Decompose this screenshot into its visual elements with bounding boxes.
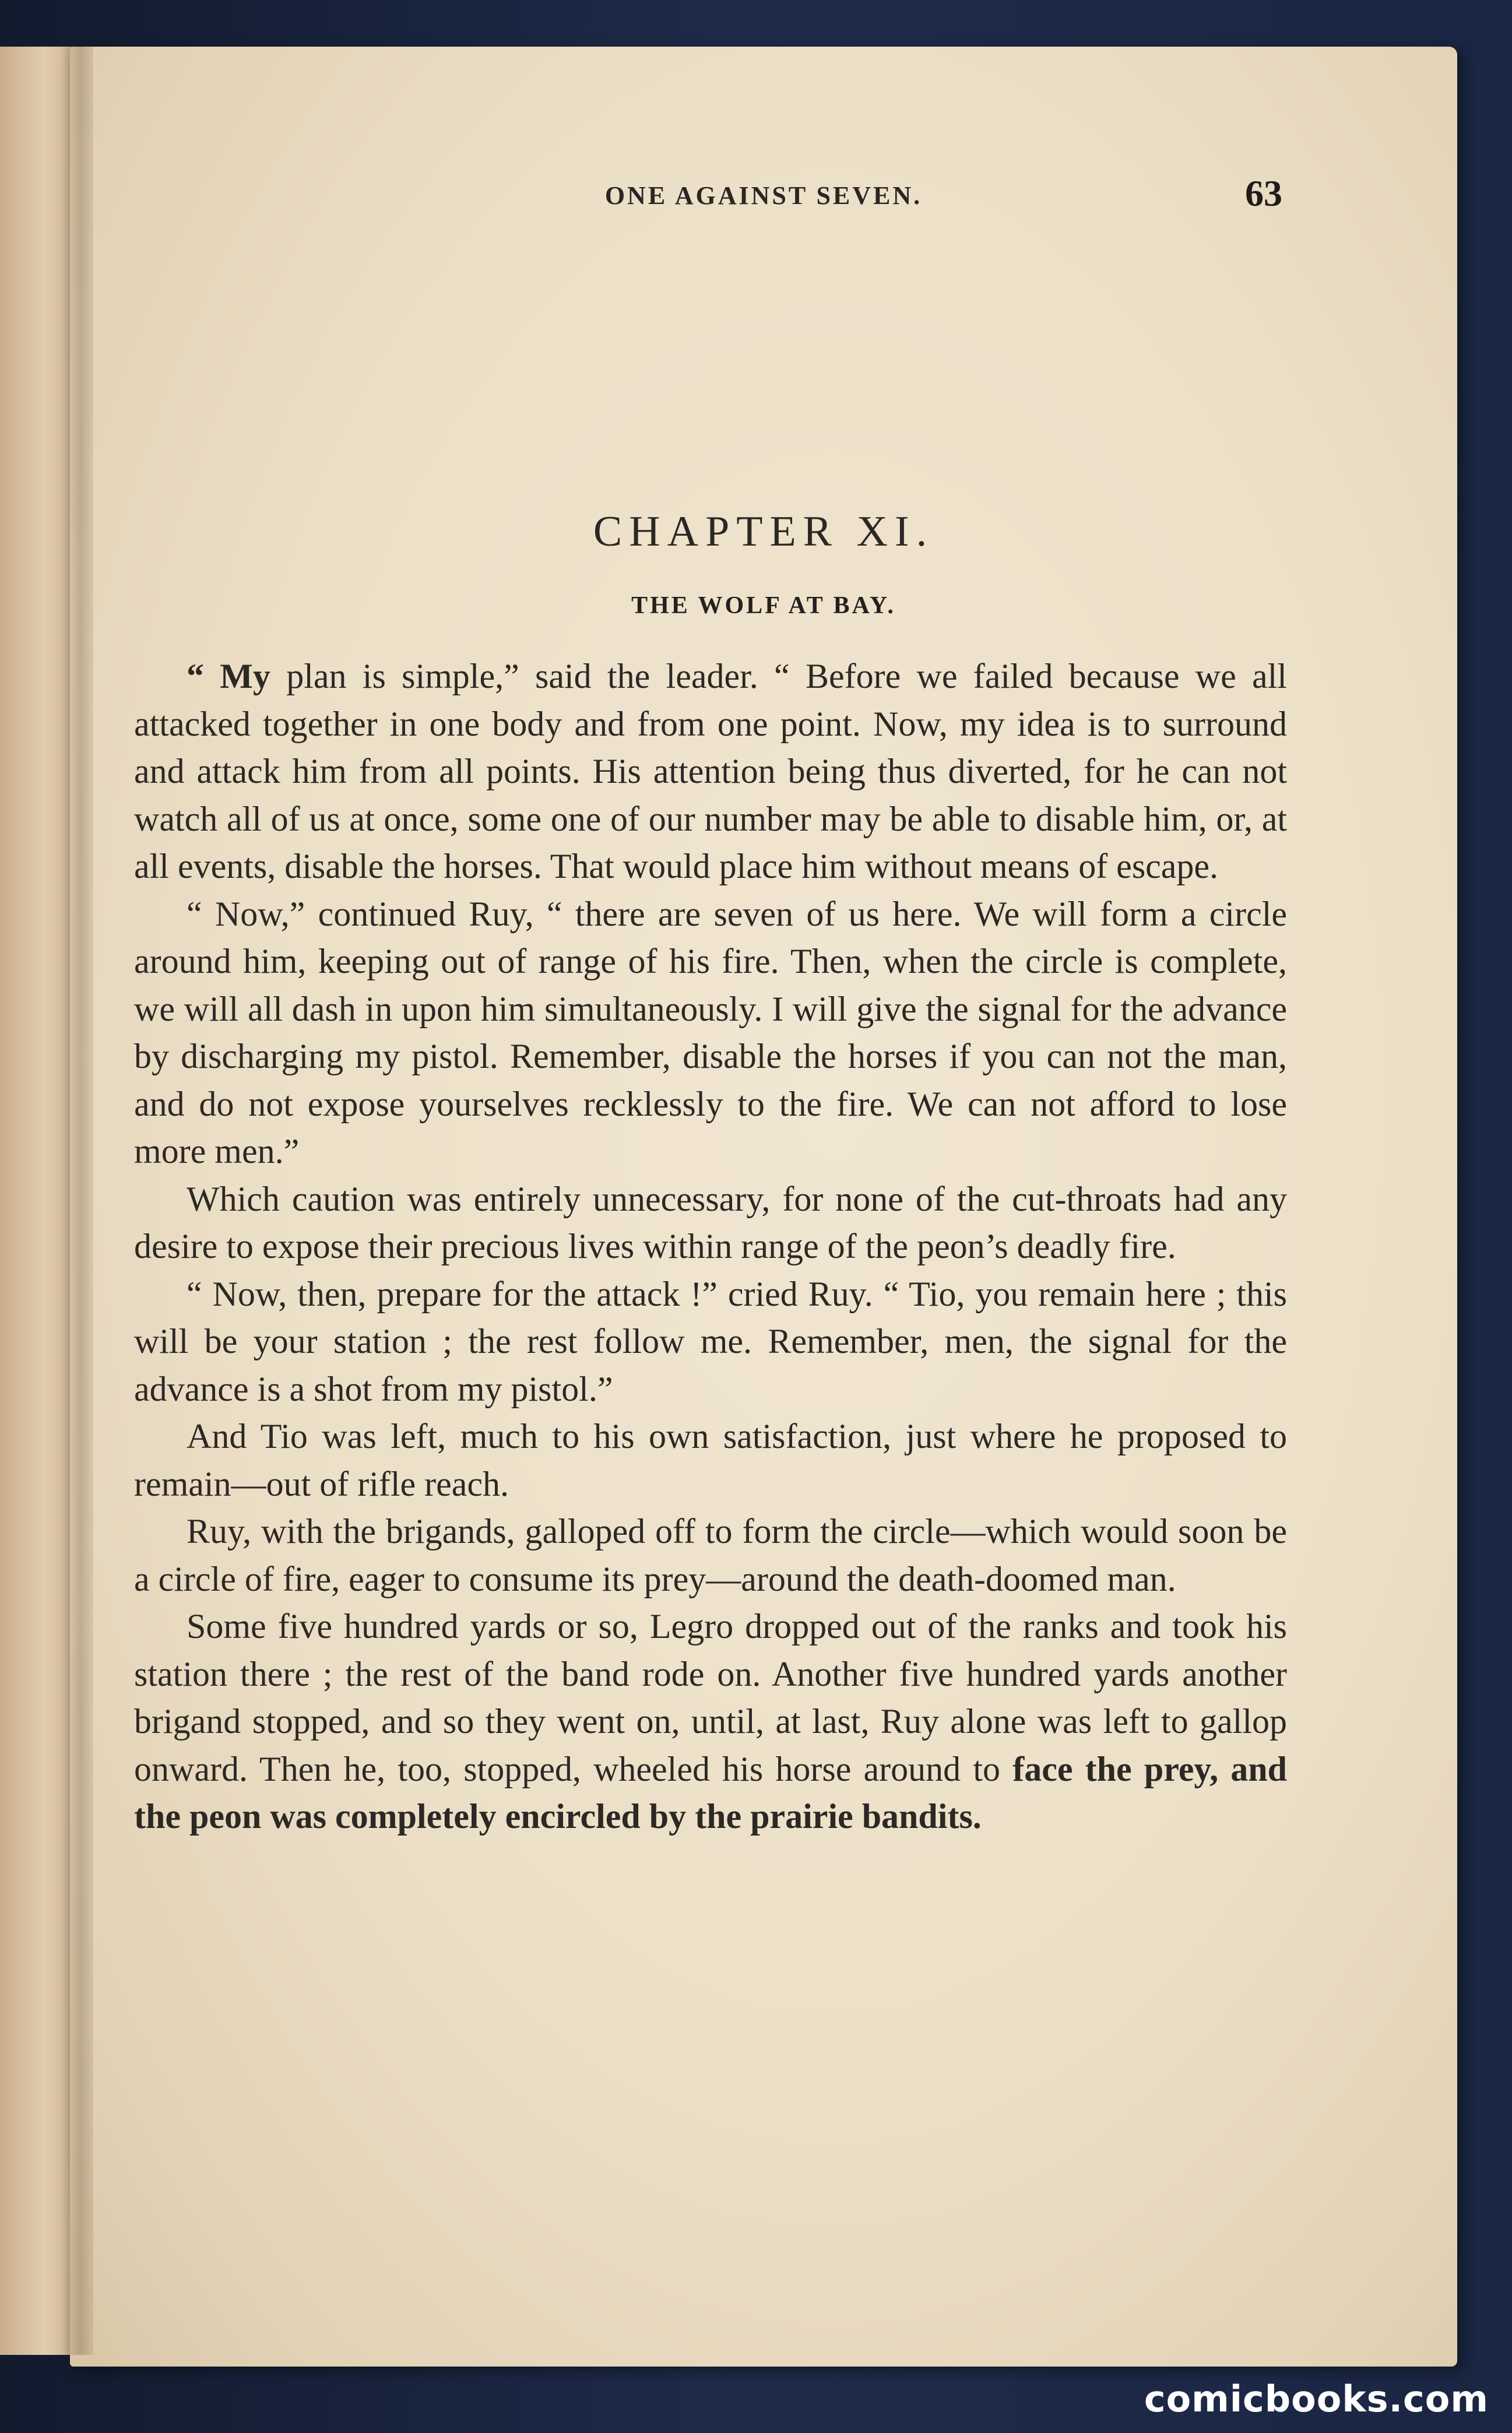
paragraph-text: Ruy, with the brigands, galloped off to form the circle—which would soon be a circle of fire, eager to consume its prey—around the death-doomed man. [134, 1512, 1287, 1598]
paragraph-text: Some five hundred yards or so, Legro dropped out of the ranks and took his station there ; the rest of the band rode on. Another five hundred yards another brigand stopped, and so they went on, until, at last, Ruy alone was left to gallop onward. Then he, too, stopped, wheeled his horse around to [134, 1607, 1287, 1788]
paragraph-tail: face the prey, and the peon was completely encircled by the prairie bandits. [134, 1749, 1288, 1836]
watermark: comicbooks.com [1144, 2378, 1489, 2420]
paragraph-text: Which caution was entirely unnecessary, for none of the cut-throats had any desire to expose their precious lives within range of the peon’s deadly fire. [134, 1179, 1287, 1265]
book-page [70, 47, 1457, 2367]
paragraph-text: And Tio was left, much to his own satisfaction, just where he proposed to remain—out of rifle reach. [134, 1417, 1287, 1503]
body-text [134, 653, 1287, 1841]
page-number: 63 [1245, 173, 1282, 214]
paragraph-lead: “ My [187, 657, 270, 695]
paragraph [134, 653, 1287, 891]
chapter-subtitle: THE WOLF AT BAY. [631, 592, 896, 619]
paragraph [134, 1603, 1287, 1841]
paragraph [134, 1508, 1287, 1603]
running-head: ONE AGAINST SEVEN. [604, 181, 923, 210]
paragraph-text: “ Now,” continued Ruy, “ there are seven of us here. We will form a circle around him, keeping out of range of his fire. Then, when the circle is complete, we will all dash in upon him simultaneously. I will give the signal for the advance by discharging my pistol. Remember, disable the horses if you can not the man, and do not expose yourselves recklessly to the fire. We can not afford to lose more men.” [134, 894, 1287, 1170]
chapter-title: CHAPTER XI. [593, 508, 934, 555]
paragraph-text: plan is simple,” said the leader. “ Before we failed because we all attacked together in one body and from one point. Now, my idea is to surround and attack him from all points. His attention being thus diverted, for he can not watch all of us at once, some one of our number may be able to disable him, or, at all events, disable the horses. That would place him without means of escape. [134, 657, 1287, 885]
paragraph [134, 1176, 1287, 1271]
paragraph [134, 1271, 1287, 1414]
paragraph [134, 891, 1287, 1176]
paragraph [134, 1413, 1287, 1508]
paragraph-text: “ Now, then, prepare for the attack !” cried Ruy. “ Tio, you remain here ; this will be your station ; the rest follow me. Remember, men, the signal for the advance is a shot from my pistol.” [134, 1274, 1287, 1408]
spine-shadow [61, 47, 93, 2355]
